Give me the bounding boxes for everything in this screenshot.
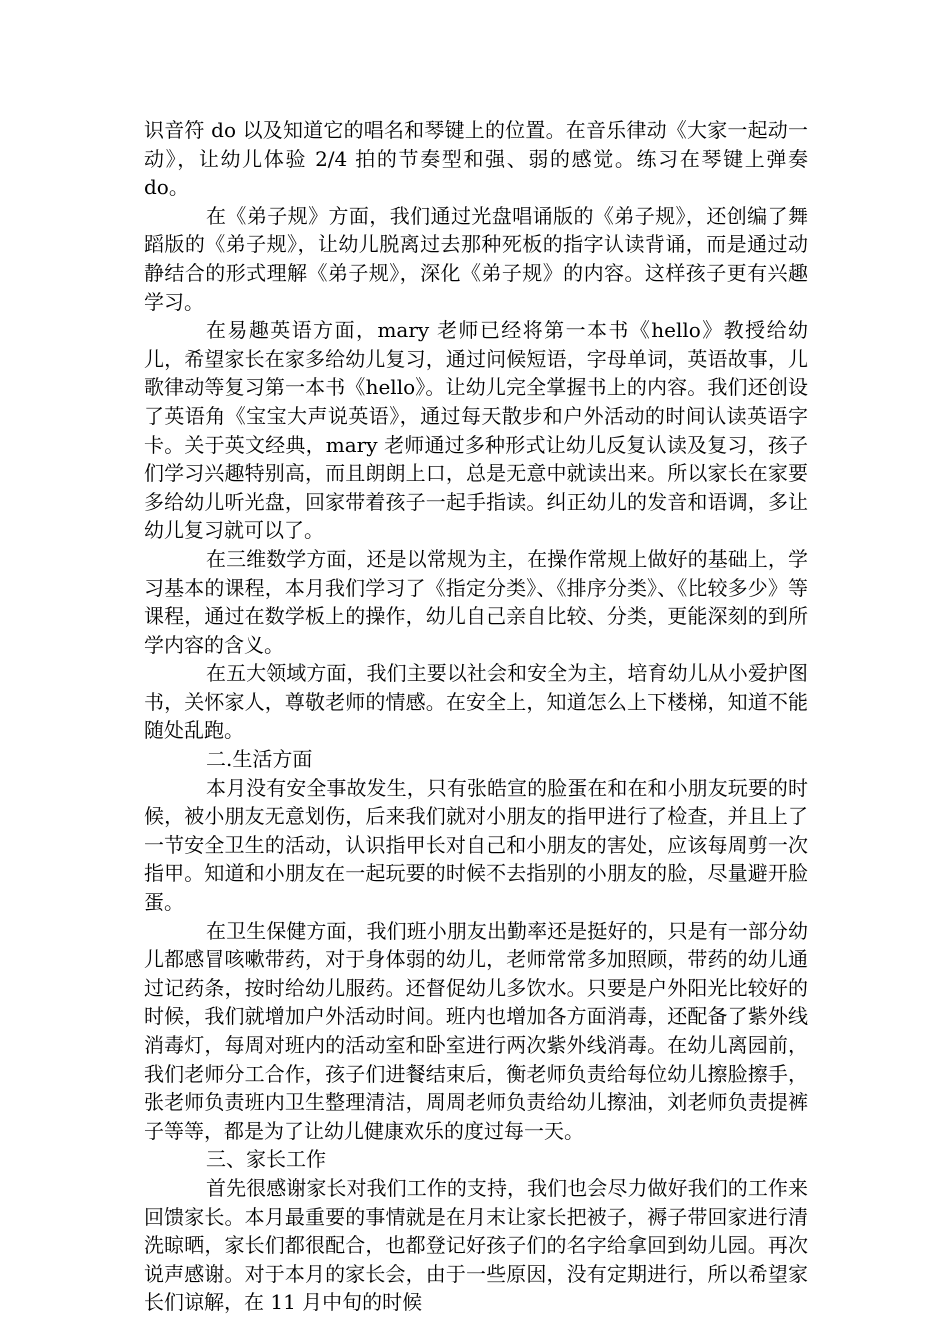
paragraph-parents: 首先很感谢家长对我们工作的支持，我们也会尽力做好我们的工作来回馈家长。本月最重要的事情就是在月末让家长把被子，褥子带回家进行清洗晾晒，家长们都很配合，也都登记好孩子们的名字给拿回到幼儿园。再次说声感谢。对于本月的家长会，由于一些原因，没有定期进行，所以希望家长们谅解，在 11 月中旬的时候 (144, 1175, 808, 1315)
paragraph-dizigui: 在《弟子规》方面，我们通过光盘唱诵版的《弟子规》，还创编了舞蹈版的《弟子规》，让幼儿脱离过去那种死板的指字认读背诵，而是通过动静结合的形式理解《弟子规》，深化《弟子规》的内容。这样孩子更有兴趣学习。 (144, 203, 808, 314)
paragraph-health: 在卫生保健方面，我们班小朋友出勤率还是挺好的，只是有一部分幼儿都感冒咳嗽带药，对于身体弱的幼儿，老师常常多加照顾，带药的幼儿通过记药条，按时给幼儿服药。还督促幼儿多饮水。只要是户外阳光比较好的时候，我们就增加户外活动时间。班内也增加各方面消毒，还配备了紫外线消毒灯，每周对班内的活动室和卧室进行两次紫外线消毒。在幼儿离园前，我们老师分工合作，孩子们进餐结束后，衡老师负责给每位幼儿擦脸擦手，张老师负责班内卫生整理清洁，周周老师负责给幼儿擦油，刘老师负责提裤子等等，都是为了让幼儿健康欢乐的度过每一天。 (144, 918, 808, 1143)
section-heading-life: 二.生活方面 (206, 747, 313, 772)
paragraph-math: 在三维数学方面，还是以常规为主，在操作常规上做好的基础上，学习基本的课程，本月我们学习了《指定分类》、《排序分类》、《比较多少》等课程，通过在数学板上的操作，幼儿自己亲自比较、分类，更能深刻的到所学内容的含义。 (144, 546, 808, 657)
section-heading-parents: 三、家长工作 (206, 1147, 326, 1172)
paragraph-english: 在易趣英语方面，mary 老师已经将第一本书《hello》教授给幼儿，希望家长在家多给幼儿复习，通过问候短语，字母单词，英语故事，儿歌律动等复习第一本书《hello》。让幼儿完全掌握书上的内容。我们还创设了英语角《宝宝大声说英语》，通过每天散步和户外活动的时间认读英语字卡。关于英文经典，mary 老师通过多种形式让幼儿反复认读及复习，孩子们学习兴趣特别高，而且朗朗上口，总是无意中就读出来。所以家长在家要多给幼儿听光盘，回家带着孩子一起手指读。纠正幼儿的发音和语调，多让幼儿复习就可以了。 (144, 318, 808, 543)
paragraph-music-continuation: 识音符 do 以及知道它的唱名和琴键上的位置。在音乐律动《大家一起动一动》，让幼儿体验 2/4 拍的节奏型和强、弱的感觉。练习在琴键上弹奏 do。 (144, 118, 808, 200)
document-page (144, 116, 808, 1317)
paragraph-five-domains: 在五大领域方面，我们主要以社会和安全为主，培育幼儿从小爱护图书，关怀家人，尊敬老师的情感。在安全上，知道怎么上下楼梯，知道不能随处乱跑。 (144, 661, 808, 743)
paragraph-safety: 本月没有安全事故发生，只有张皓宣的脸蛋在和在和小朋友玩要的时候，被小朋友无意划伤，后来我们就对小朋友的指甲进行了检查，并且上了一节安全卫生的活动，认识指甲长对自己和小朋友的害处，应该每周剪一次指甲。知道和小朋友在一起玩要的时候不去指别的小朋友的脸，尽量避开脸蛋。 (144, 775, 808, 915)
